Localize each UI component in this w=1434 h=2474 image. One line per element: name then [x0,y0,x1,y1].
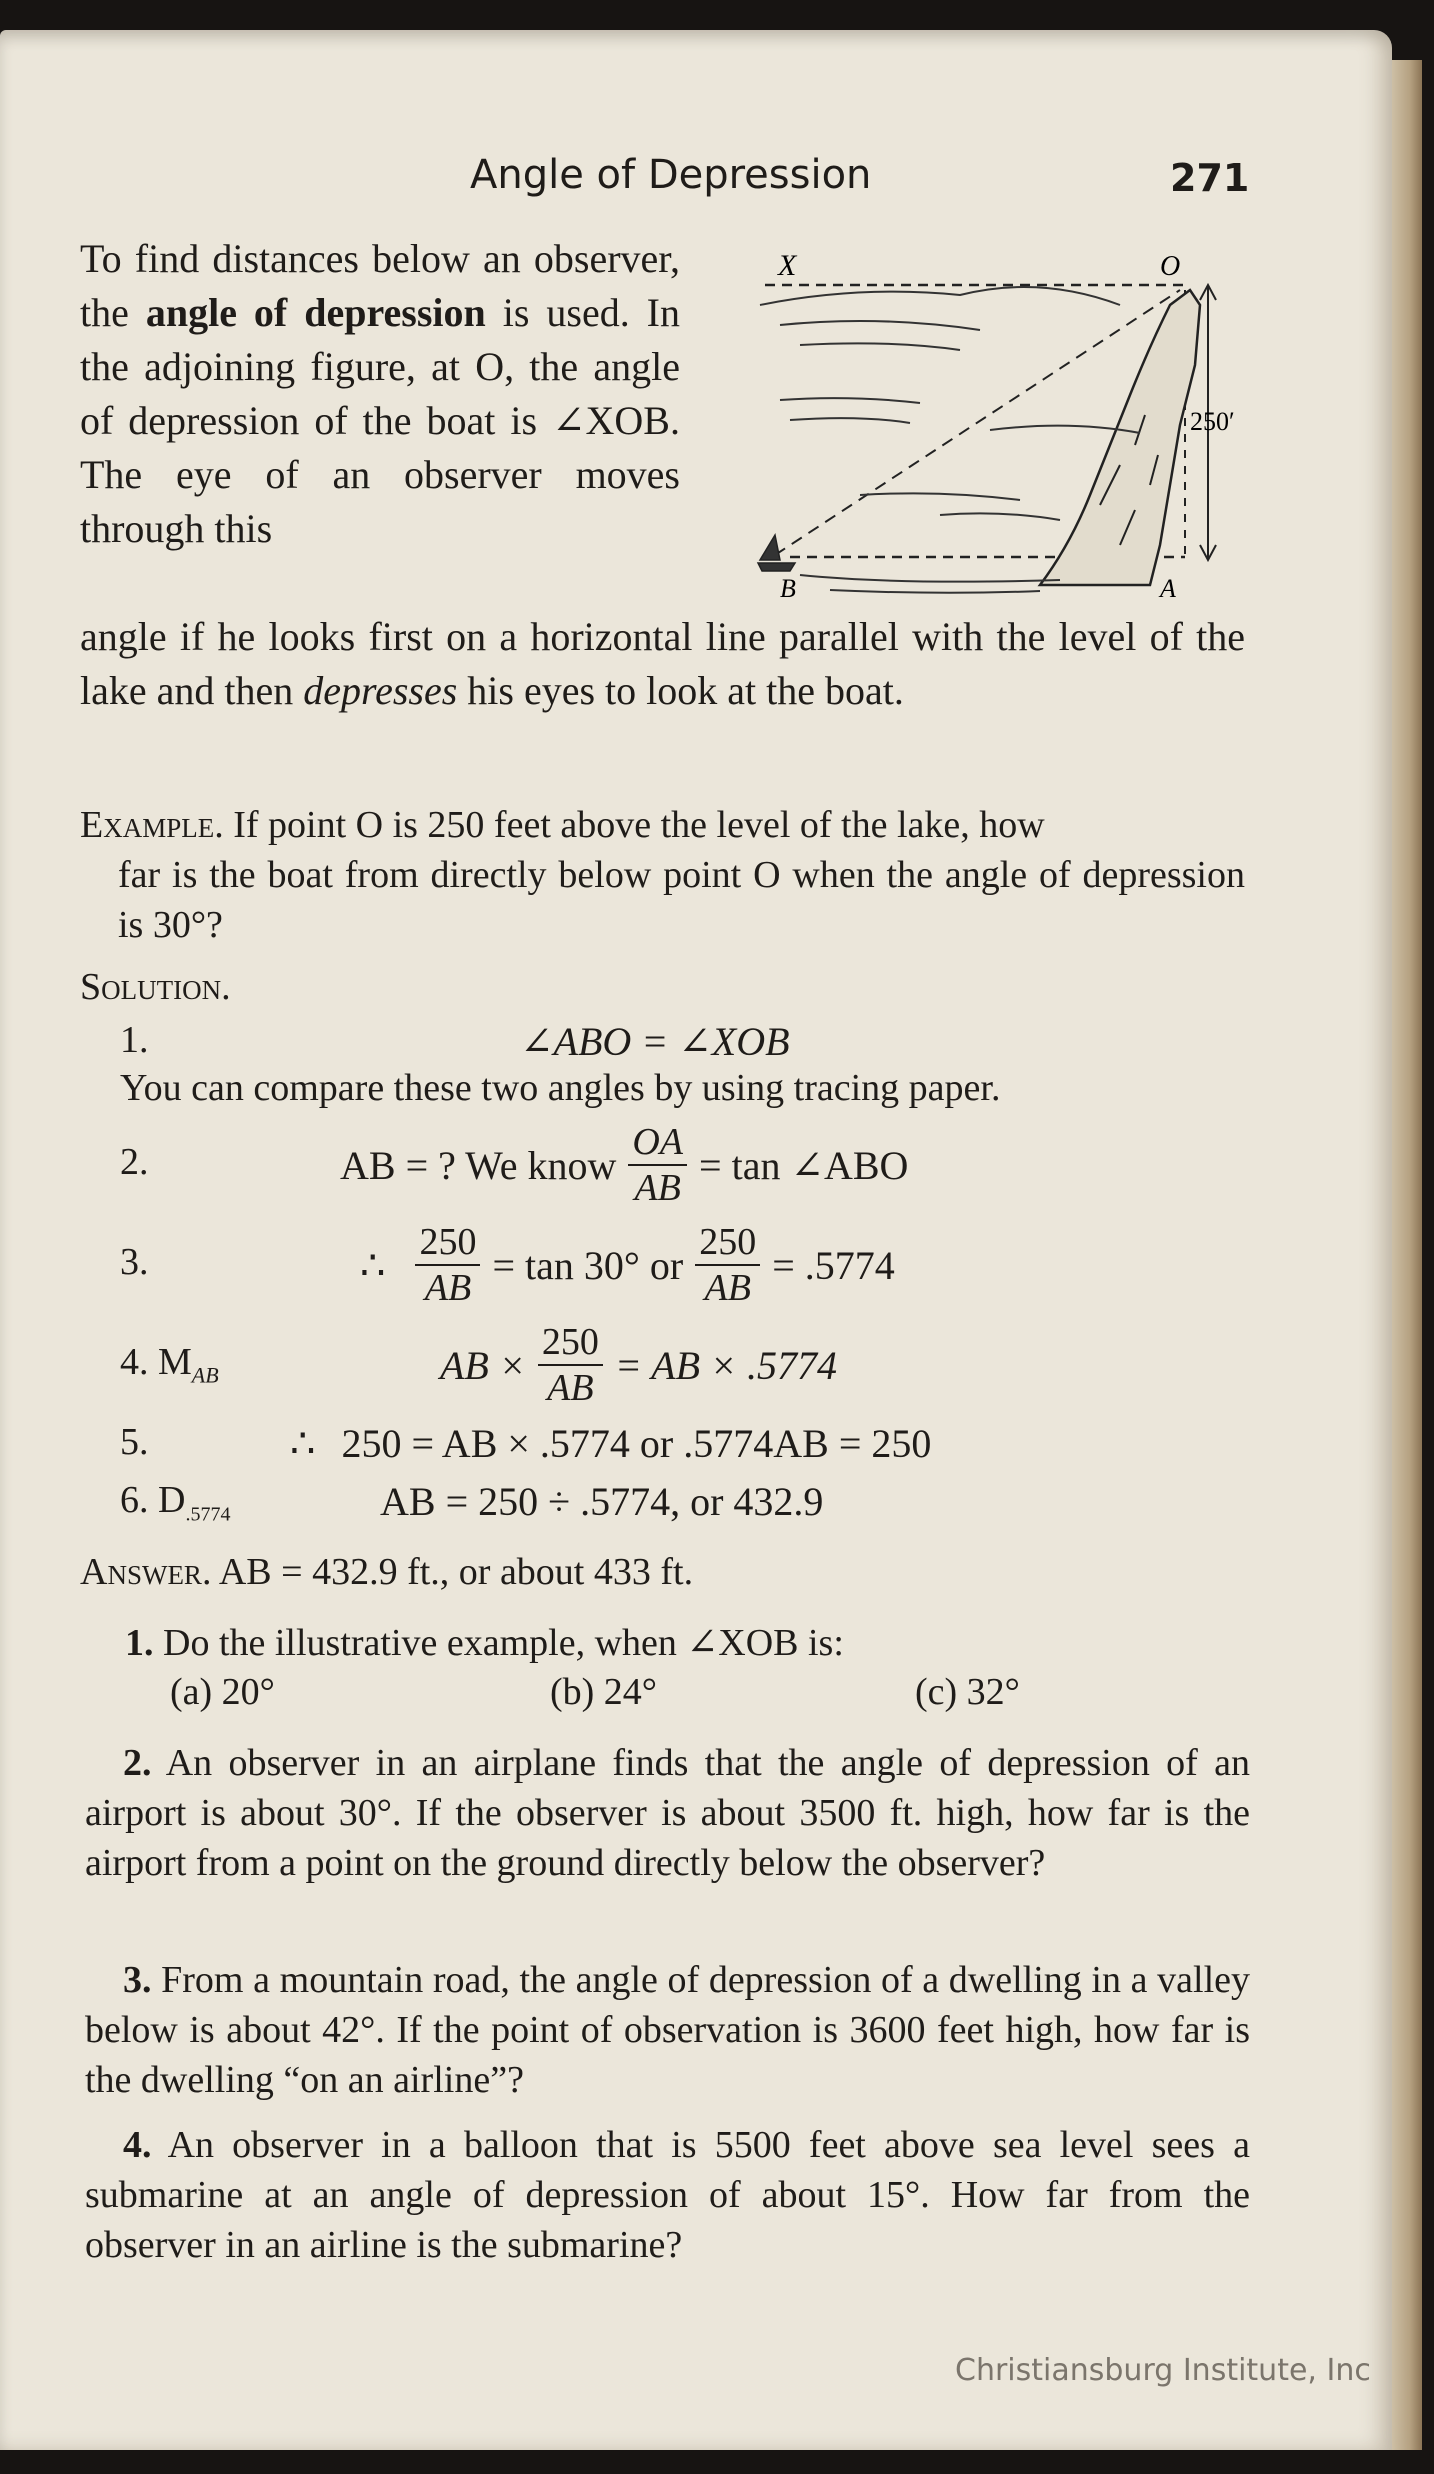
cliff-boat-figure [740,245,1240,615]
emph-depresses: depresses [303,668,458,713]
problem-2: 2. An observer in an airplane finds that the angle of depression of an airport is about 30°. If the observer is about 3500 ft. high, how far is the airport from a point on the ground directly below the observer? [85,1742,1250,1884]
fraction-250-ab-3: $\frac{250}{AB}$ [538,1320,603,1410]
fraction-oa-ab: $\frac{OA}{AB}$ [628,1120,687,1210]
step-4-label: 4. $M_{AB}$ [120,1341,219,1388]
step-3-equation: ∴ $\frac{250}{AB}$ = tan 30° or $\frac{250}{AB}$ = .5774 [360,1221,895,1309]
term-angle-of-depression: angle of depression [145,290,486,335]
problem-3: 3. From a mountain road, the angle of depression of a dwelling in a valley below is about 42°. If the point of observation is 3600 feet high, how far is the dwelling “on an airline”? [85,1959,1250,2101]
fraction-250-ab: $\frac{250}{AB}$ [415,1220,480,1310]
step-4-equation: AB × $\frac{250}{AB}$ = AB × .5774 [440,1321,837,1409]
height-label: 250′ [1190,407,1235,436]
solution-label: Solution. [80,966,231,1008]
problem-1: 1. Do the illustrative example, when ∠XOB is: [125,1622,844,1664]
boat-icon [758,535,795,571]
problem-1-option-a: (a) 20° [170,1671,275,1713]
problem-1-option-c: (c) 32° [915,1671,1020,1713]
problem-1-option-b: (b) 24° [550,1671,658,1713]
example-label: Example. [80,804,224,846]
step-6-label: 6. $D_{.5774}$ [120,1479,231,1526]
step-1-label: 1. [120,1019,149,1061]
watermark: Christiansburg Institute, Inc [955,2353,1371,2388]
step-2-equation: AB = ? We know $\frac{OA}{AB}$ = tan ∠ABO [340,1121,909,1209]
page-edge [1392,60,1422,2450]
tracing-note: You can compare these two angles by using tracing paper. [120,1067,1001,1109]
fraction-250-ab-2: $\frac{250}{AB}$ [695,1220,760,1310]
example-paragraph: Example. If point O is 250 feet above the level of the lake, how far is the boat from directly below point O when the angle of depression is 30°? [80,804,1245,946]
step-2-label: 2. [120,1141,149,1183]
step-1-equation: ∠ABO = ∠XOB [520,1019,790,1064]
label-x: X [778,249,797,282]
intro-paragraph-top: To find distances below an observer, the angle of depression is used. In the adjoining figure, at O, the angle of depression of the boat is ∠XOB. The eye of an observer moves through this [80,236,680,551]
step-6-equation: AB = 250 ÷ .5774, or 432.9 [380,1479,824,1524]
step-3-label: 3. [120,1241,149,1283]
answer-label: Answer. [80,1551,212,1593]
label-a: A [1160,574,1176,603]
label-o: O [1160,251,1181,282]
problem-4: 4. An observer in a balloon that is 5500 feet above sea level sees a submarine at an angle of depression of about 15°. How far from the observer in an airline is the submarine? [85,2124,1250,2266]
page-number: 271 [1170,156,1250,200]
cliff-shape [1040,290,1200,585]
answer-line: Answer. AB = 432.9 ft., or about 433 ft. [80,1551,694,1593]
intro-paragraph-bottom: angle if he looks first on a horizontal line parallel with the level of the lake and then depresses his eyes to look at the boat. [80,614,1245,713]
label-b: B [780,574,796,603]
step-5-equation: ∴ 250 = AB × .5774 or .5774AB = 250 [290,1421,932,1466]
step-5-label: 5. [120,1421,149,1463]
running-title: Angle of Depression [470,152,872,198]
